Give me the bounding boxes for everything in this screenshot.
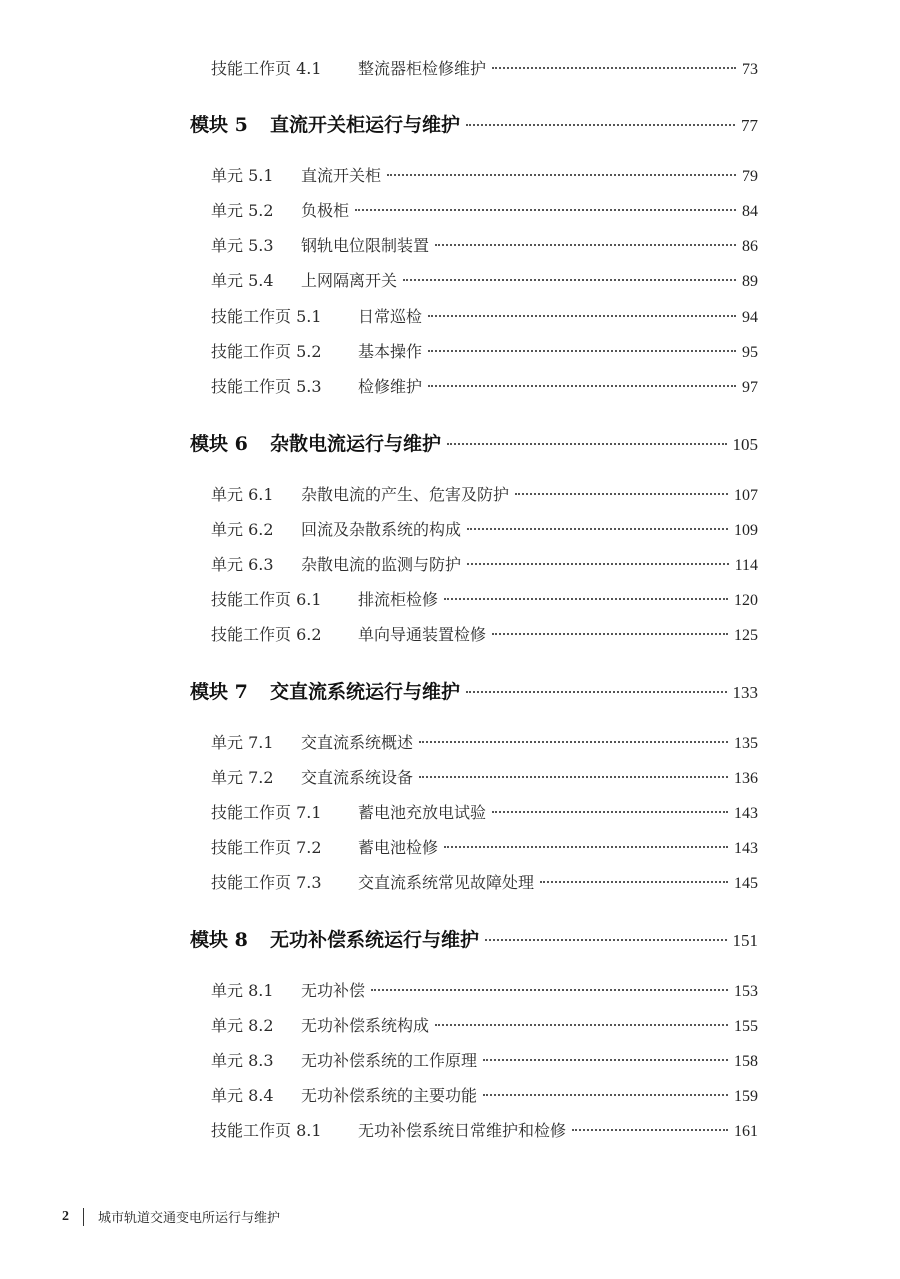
toc-title: 无功补偿系统日常维护和检修 (358, 1121, 567, 1140)
toc-entry-row[interactable] (211, 1118, 758, 1141)
toc-page-number: 135 (734, 735, 758, 752)
toc-number: 单元 5.2 (211, 201, 274, 220)
toc-entry-row[interactable] (211, 1013, 758, 1036)
toc-entry-row[interactable] (211, 268, 758, 291)
toc-title: 检修维护 (358, 377, 423, 396)
toc-page-number: 153 (734, 983, 758, 1000)
toc-number: 单元 6.1 (211, 485, 274, 504)
toc-leader-dots (485, 939, 726, 941)
toc-title: 交直流系统概述 (301, 733, 414, 752)
toc-leader-dots (483, 1094, 728, 1096)
toc-number: 技能工作页 6.2 (211, 625, 322, 644)
toc-leader-dots (444, 598, 728, 600)
toc-entry-row[interactable] (211, 1083, 758, 1106)
toc-number: 单元 5.4 (211, 271, 274, 290)
toc-leader-dots (540, 881, 728, 883)
toc-leader-dots (355, 209, 736, 211)
toc-entry-row[interactable] (211, 482, 758, 505)
toc-page-number: 95 (742, 344, 758, 361)
toc-page-number: 143 (734, 840, 758, 857)
toc-page-number: 158 (734, 1053, 758, 1070)
toc-title: 无功补偿系统构成 (301, 1016, 430, 1035)
toc-page-number: 120 (734, 592, 758, 609)
toc-entry-row[interactable] (211, 552, 758, 575)
toc-leader-dots (492, 811, 728, 813)
toc-page-number: 125 (734, 627, 758, 644)
toc-entry-row[interactable] (211, 765, 758, 788)
toc-number: 技能工作页 5.1 (211, 307, 322, 326)
toc-entry-row[interactable] (211, 978, 758, 1001)
toc-number: 模块 6 (190, 433, 248, 455)
toc-number: 单元 7.1 (211, 733, 274, 752)
toc-leader-dots (444, 846, 728, 848)
toc-title: 杂散电流的产生、危害及防护 (301, 485, 510, 504)
toc-title: 回流及杂散系统的构成 (301, 520, 462, 539)
toc-title: 无功补偿系统的工作原理 (301, 1051, 478, 1070)
toc-entry-row[interactable] (211, 517, 758, 540)
toc-number: 模块 7 (190, 681, 248, 703)
toc-page-number: 107 (734, 487, 758, 504)
toc-number: 单元 8.1 (211, 981, 274, 1000)
toc-leader-dots (483, 1059, 728, 1061)
toc-title: 交直流系统运行与维护 (270, 681, 461, 703)
footer-page-number: 2 (62, 1208, 69, 1224)
toc-number: 单元 8.3 (211, 1051, 274, 1070)
toc-page-number: 151 (732, 931, 758, 950)
toc-number: 技能工作页 6.1 (211, 590, 322, 609)
toc-page-number: 84 (742, 203, 758, 220)
toc-number: 模块 8 (190, 929, 248, 951)
toc-module-row[interactable] (190, 925, 758, 952)
toc-leader-dots (515, 493, 728, 495)
toc-leader-dots (387, 174, 736, 176)
toc-title: 蓄电池充放电试验 (358, 803, 487, 822)
footer-book-title: 城市轨道交通变电所运行与维护 (98, 1211, 281, 1226)
toc-entry-row[interactable] (211, 304, 758, 327)
toc-number: 单元 5.1 (211, 166, 274, 185)
toc-entry-row[interactable] (211, 233, 758, 256)
toc-page-number: 94 (742, 309, 758, 326)
toc-page-number: 143 (734, 805, 758, 822)
toc-number: 单元 6.2 (211, 520, 274, 539)
toc-page-number: 89 (742, 273, 758, 290)
toc-leader-dots (428, 350, 736, 352)
toc-title: 无功补偿系统运行与维护 (270, 929, 480, 951)
toc-page-number: 79 (742, 168, 758, 185)
page-footer (62, 1207, 280, 1226)
toc-number: 技能工作页 8.1 (211, 1121, 322, 1140)
toc-leader-dots (419, 741, 728, 743)
toc-module-row[interactable] (190, 429, 758, 456)
toc-title: 日常巡检 (358, 307, 423, 326)
toc-leader-dots (371, 989, 728, 991)
toc-number: 单元 7.2 (211, 768, 274, 787)
toc-entry-row[interactable] (211, 198, 758, 221)
toc-number: 技能工作页 5.2 (211, 342, 322, 361)
toc-leader-dots (467, 528, 728, 530)
toc-title: 交直流系统设备 (301, 768, 414, 787)
toc-leader-dots (447, 443, 726, 445)
toc-number: 单元 5.3 (211, 236, 274, 255)
toc-title: 单向导通装置检修 (358, 625, 487, 644)
toc-entry-row[interactable] (211, 163, 758, 186)
toc-number: 技能工作页 7.3 (211, 873, 322, 892)
toc-entry-row[interactable] (211, 339, 758, 362)
toc-entry-row[interactable] (211, 730, 758, 753)
toc-title: 杂散电流运行与维护 (270, 433, 442, 455)
toc-title: 负极柜 (301, 201, 350, 220)
toc-title: 无功补偿 (301, 981, 366, 1000)
toc-entry-row[interactable] (211, 622, 758, 645)
toc-leader-dots (492, 67, 736, 69)
toc-number: 技能工作页 7.2 (211, 838, 322, 857)
toc-number: 单元 8.4 (211, 1086, 274, 1105)
toc-module-row[interactable] (190, 110, 758, 137)
toc-title: 基本操作 (358, 342, 423, 361)
toc-page-number: 77 (741, 116, 758, 135)
toc-page-number: 133 (732, 683, 758, 702)
toc-page-number: 105 (732, 435, 758, 454)
toc-number: 技能工作页 5.3 (211, 377, 322, 396)
toc-leader-dots (435, 244, 736, 246)
toc-number: 单元 6.3 (211, 555, 274, 574)
toc-leader-dots (403, 279, 736, 281)
toc-entry-row[interactable] (211, 870, 758, 893)
toc-title: 上网隔离开关 (301, 271, 398, 290)
toc-leader-dots (467, 563, 729, 565)
toc-page-number: 109 (734, 522, 758, 539)
toc-entry-row[interactable] (211, 800, 758, 823)
toc-title: 整流器柜检修维护 (358, 59, 487, 78)
toc-leader-dots (466, 124, 735, 126)
toc-entry-row[interactable] (211, 56, 758, 79)
toc-page-number: 97 (742, 379, 758, 396)
toc-page-number: 86 (742, 238, 758, 255)
toc-number: 技能工作页 7.1 (211, 803, 322, 822)
toc-title: 交直流系统常见故障处理 (358, 873, 535, 892)
toc-leader-dots (428, 385, 736, 387)
toc-entry-row[interactable] (211, 835, 758, 858)
toc-number: 单元 8.2 (211, 1016, 274, 1035)
toc-entry-row[interactable] (211, 374, 758, 397)
toc-page-number: 161 (734, 1123, 758, 1140)
toc-title: 直流开关柜 (301, 166, 382, 185)
toc-title: 钢轨电位限制装置 (301, 236, 430, 255)
toc-page-number: 155 (734, 1018, 758, 1035)
toc-title: 杂散电流的监测与防护 (301, 555, 462, 574)
toc-title: 直流开关柜运行与维护 (270, 114, 461, 136)
toc-page-number: 114 (734, 557, 758, 574)
toc-leader-dots (572, 1129, 728, 1131)
toc-title: 蓄电池检修 (358, 838, 439, 857)
toc-entry-row[interactable] (211, 587, 758, 610)
toc-title: 排流柜检修 (358, 590, 439, 609)
toc-leader-dots (419, 776, 728, 778)
toc-number: 模块 5 (190, 114, 248, 136)
footer-divider (83, 1208, 84, 1226)
toc-page-number: 73 (742, 61, 758, 78)
toc-title: 无功补偿系统的主要功能 (301, 1086, 478, 1105)
toc-page-number: 136 (734, 770, 758, 787)
toc-leader-dots (492, 633, 728, 635)
toc-entry-row[interactable] (211, 1048, 758, 1071)
toc-number: 技能工作页 4.1 (211, 59, 322, 78)
toc-leader-dots (466, 691, 726, 693)
toc-page-number: 159 (734, 1088, 758, 1105)
toc-page-number: 145 (734, 875, 758, 892)
toc-module-row[interactable] (190, 677, 758, 704)
toc-leader-dots (435, 1024, 728, 1026)
toc-leader-dots (428, 315, 736, 317)
